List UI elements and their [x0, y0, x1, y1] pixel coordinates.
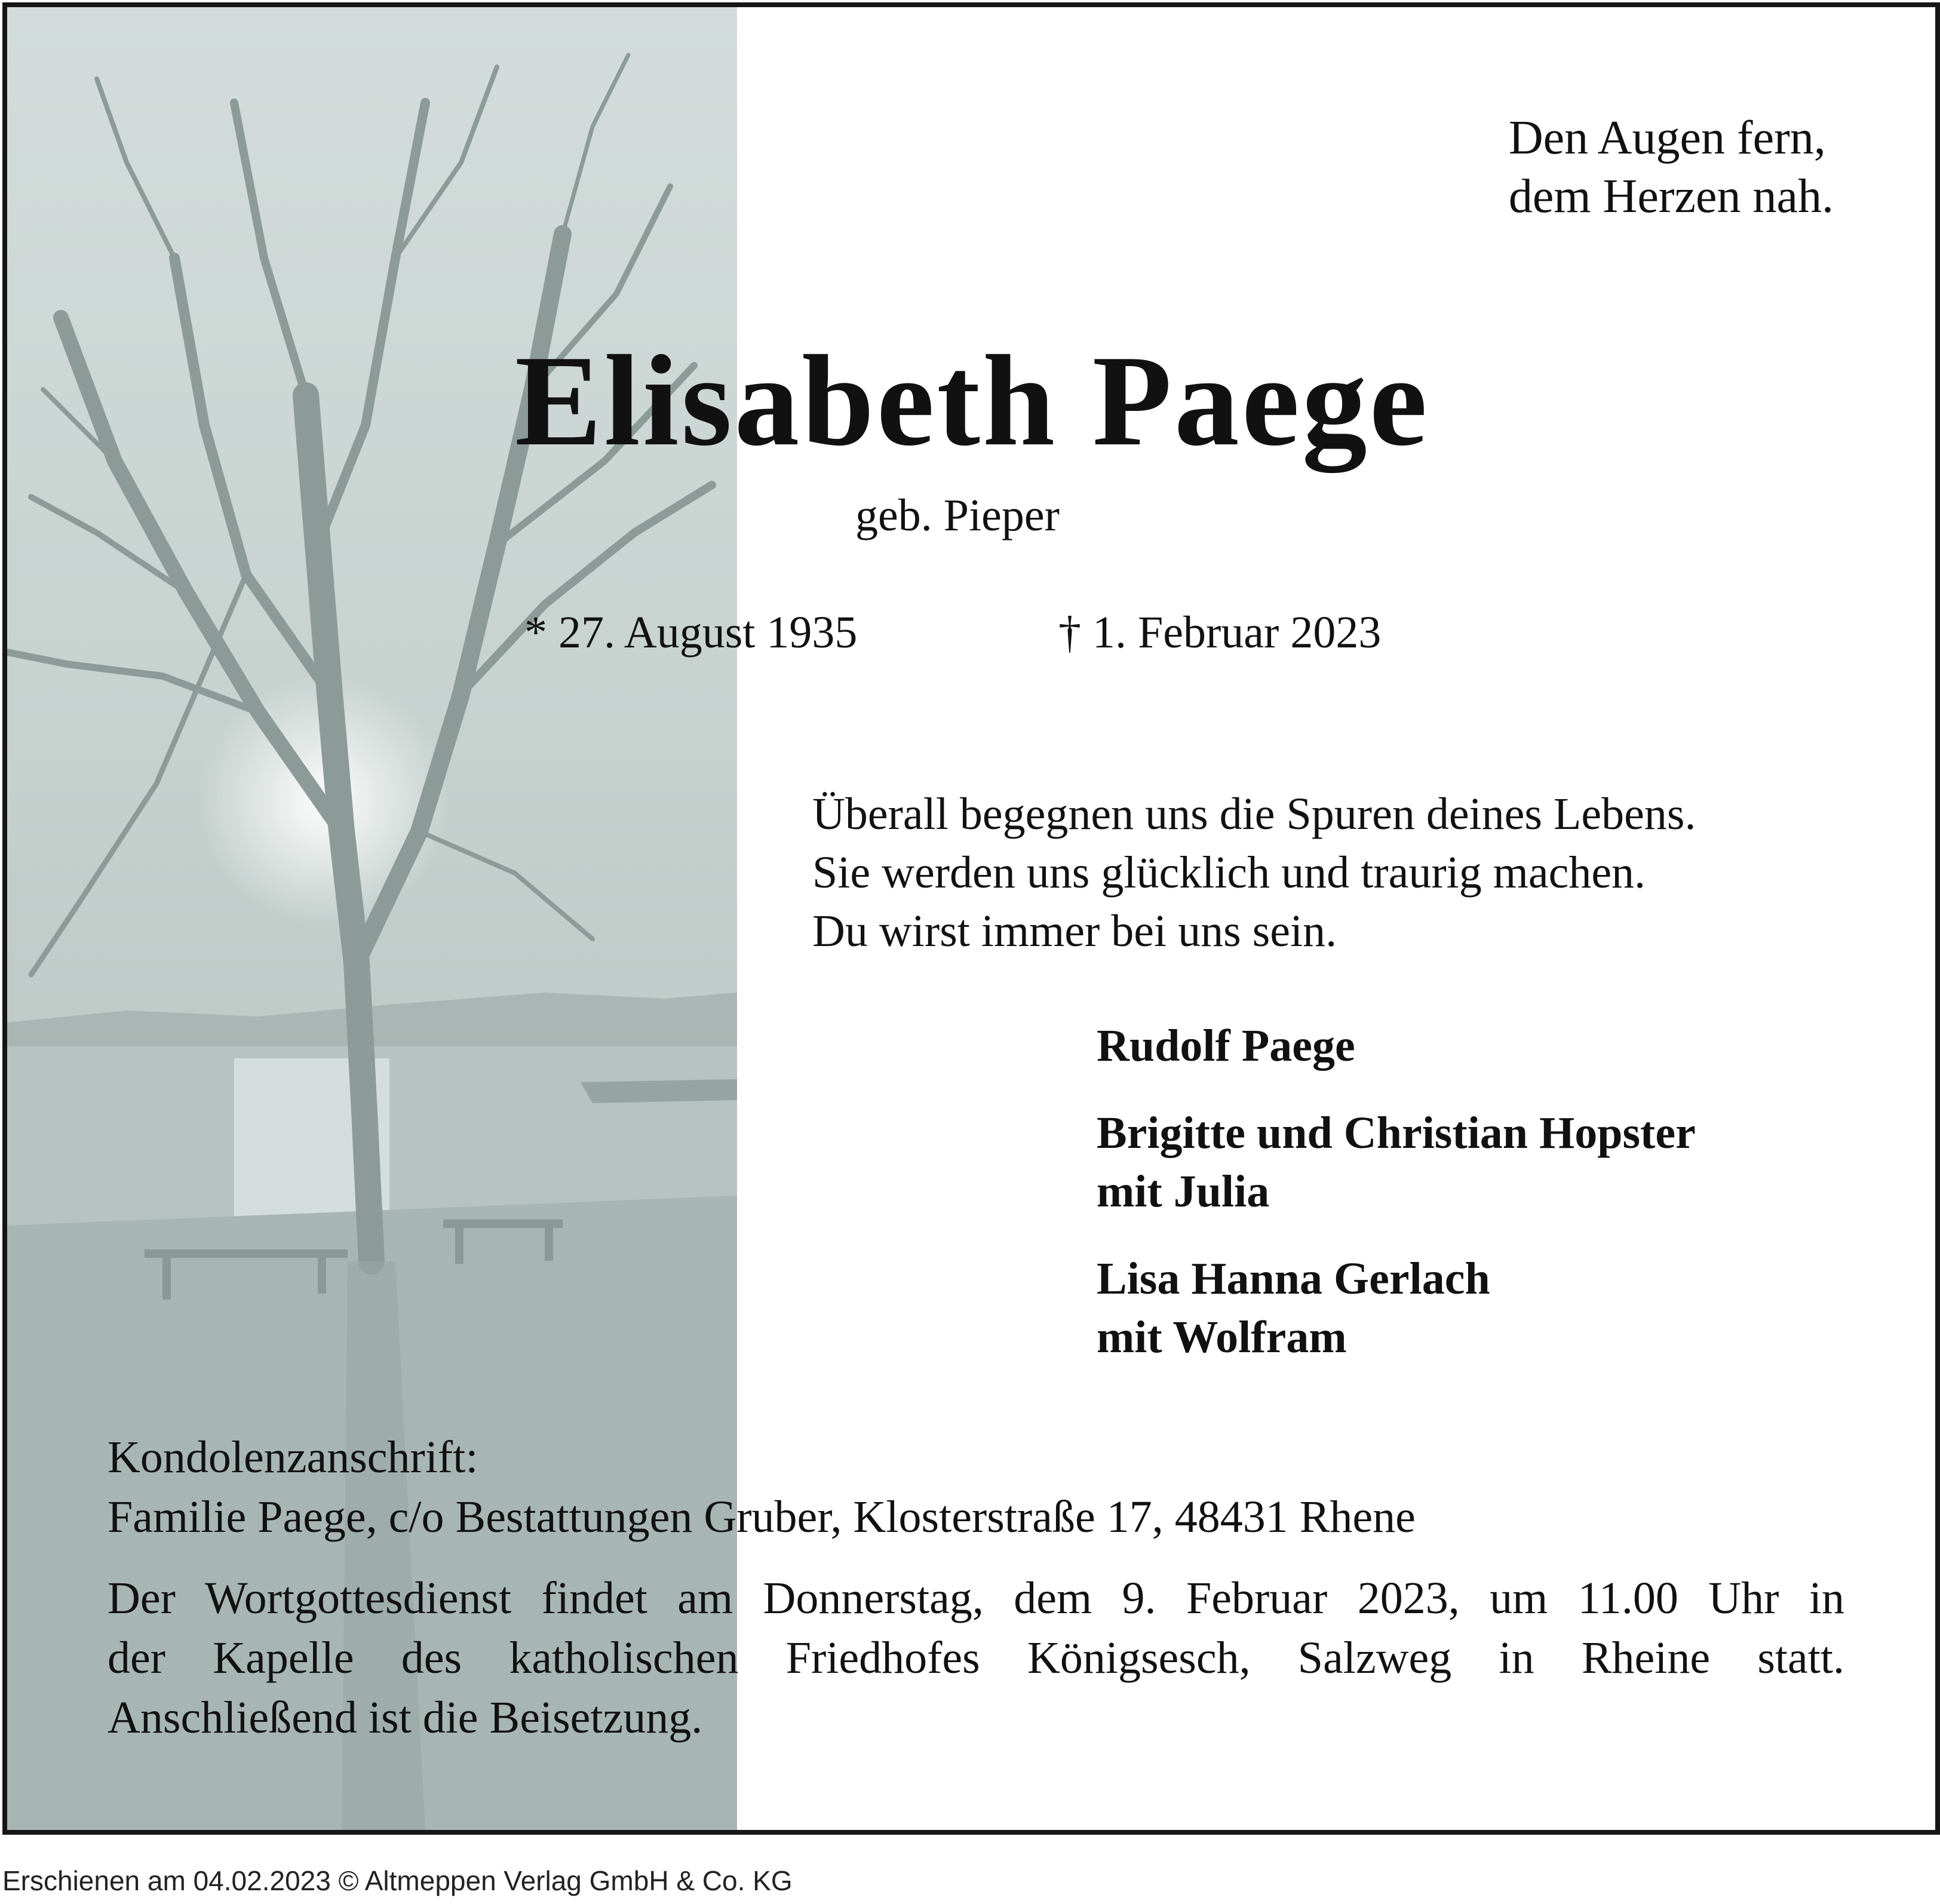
service-line: Anschließend ist die Beisetzung. — [108, 1693, 703, 1743]
mourners-list — [1097, 1017, 1696, 1395]
condolence-address: Familie Paege, c/o Bestattungen Gruber, Klosterstraße 17, 48431 Rhene — [108, 1492, 1416, 1542]
misty-tree-by-lake-photo — [7, 7, 737, 1830]
quote-line: Du wirst immer bei uns sein. — [812, 906, 1337, 956]
birth-date: * 27. August 1935 — [524, 607, 858, 658]
service-line: Der Wortgottesdienst findet am Donnerstag, dem 9. Februar 2023, um 11.00 Uhr in — [108, 1573, 1844, 1623]
quote-line: Sie werden uns glücklich und traurig machen. — [812, 847, 1646, 898]
condolence-label: Kondolenzanschrift: — [108, 1432, 478, 1482]
obituary-notice — [2, 2, 1940, 1835]
motto-line: dem Herzen nah. — [1508, 170, 1834, 223]
condolence-address-block — [108, 1427, 1416, 1547]
service-announcement — [108, 1568, 1844, 1748]
birth-name: geb. Pieper — [855, 490, 1060, 541]
motto-line: Den Augen fern, — [1508, 112, 1826, 164]
mourner-entry — [1097, 1249, 1696, 1366]
memorial-quote — [812, 785, 1696, 960]
mourner-line: Brigitte und Christian Hopster — [1097, 1108, 1696, 1158]
motto — [1509, 109, 1834, 226]
mourner-entry — [1097, 1104, 1696, 1221]
mourner-line: Lisa Hanna Gerlach — [1097, 1254, 1490, 1304]
mourner-line: mit Wolfram — [1097, 1312, 1347, 1362]
publication-footer: Erschienen am 04.02.2023 © Altmeppen Verlag GmbH & Co. KG — [2, 1865, 793, 1896]
mourner-line: mit Julia — [1097, 1166, 1270, 1217]
deceased-name: Elisabeth Paege — [515, 329, 1430, 473]
death-date: † 1. Februar 2023 — [1058, 607, 1382, 658]
mourner-line: Rudolf Paege — [1097, 1021, 1355, 1071]
quote-line: Überall begegnen uns die Spuren deines Lebens. — [812, 789, 1696, 839]
service-line: der Kapelle des katholischen Friedhofes Königsesch, Salzweg in Rheine statt. — [108, 1633, 1844, 1683]
mourner-entry — [1097, 1017, 1696, 1075]
